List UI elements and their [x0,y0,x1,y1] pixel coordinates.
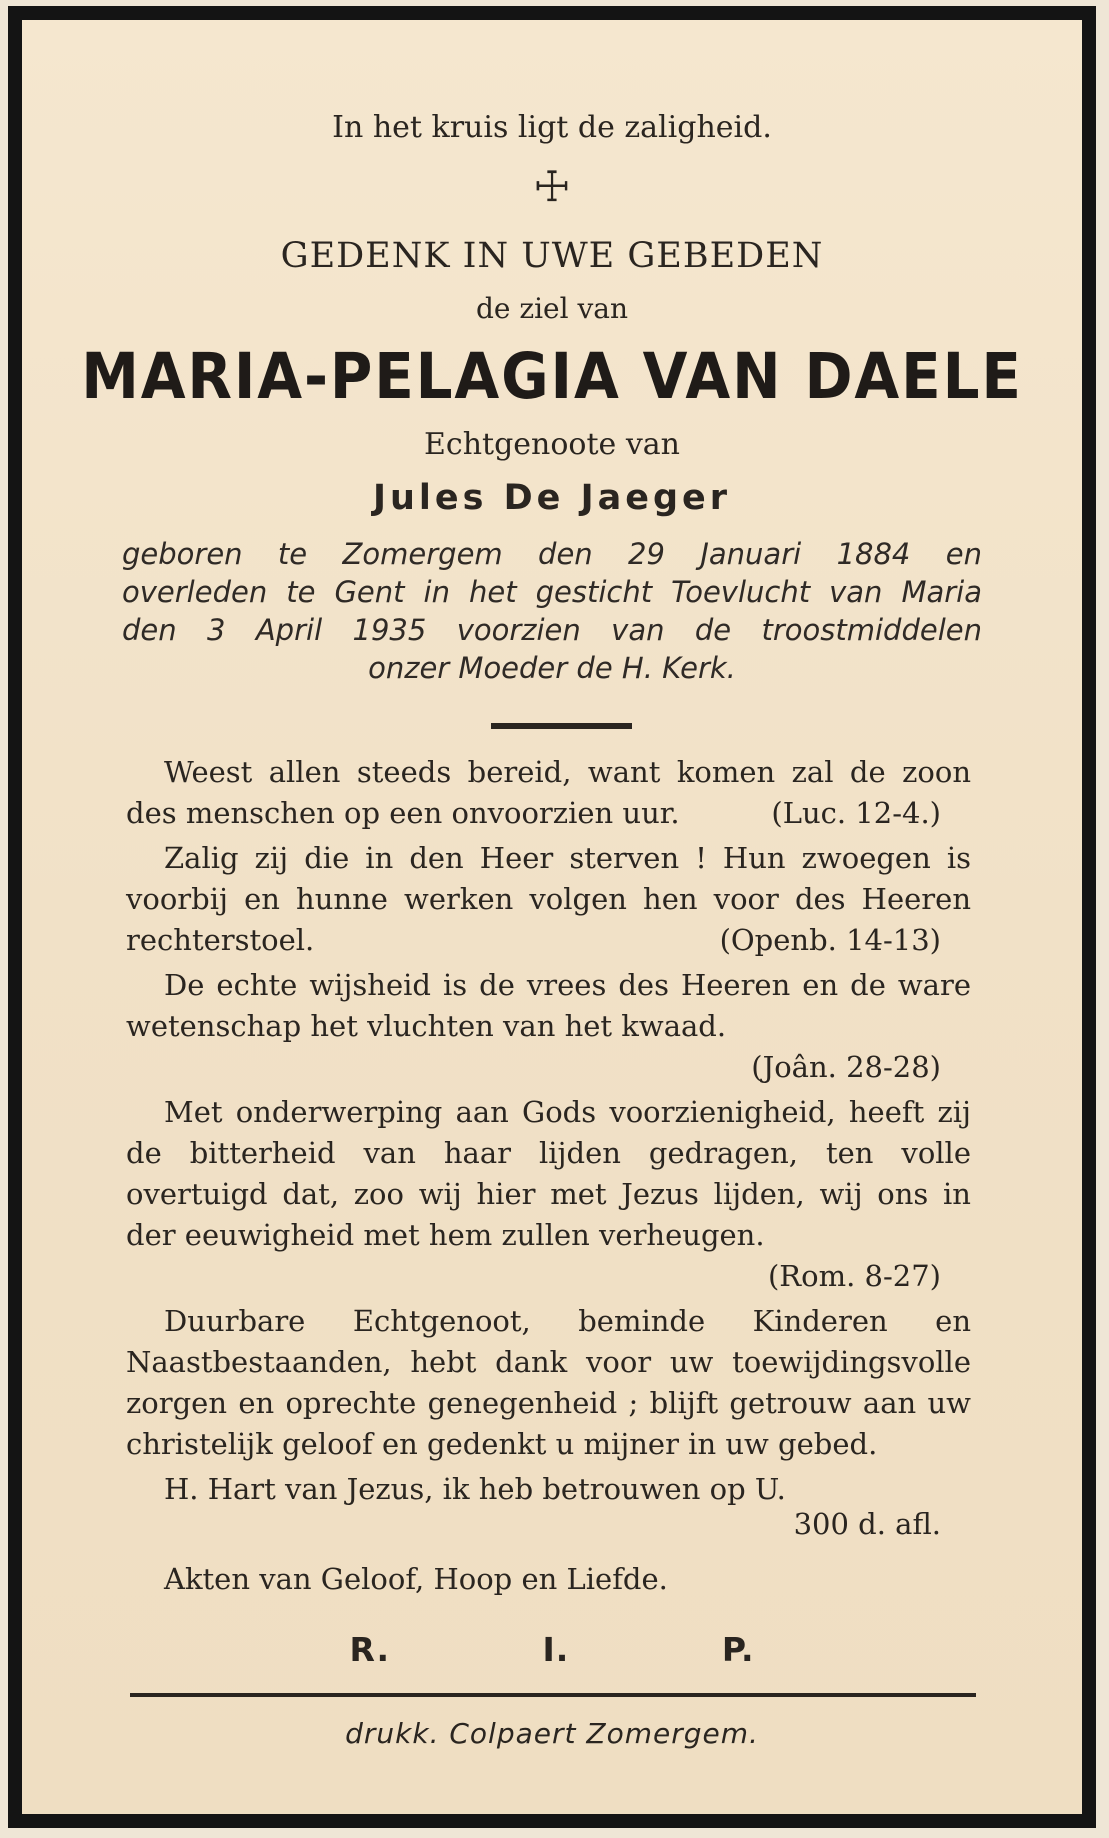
rip-letter: R. [349,1630,391,1669]
verse-reference: (Rom. 8-27) [767,1259,941,1293]
bio-line: onzer Moeder de H. Kerk. [368,651,736,685]
verse-text: Akten van Geloof, Hoop en Liefde. [164,1562,668,1596]
bio-line: geboren te Zomergem den 29 Januari 1884 en [122,537,982,571]
verse-paragraph [126,1301,971,1465]
verse-reference: 300 d. afl. [793,1507,941,1541]
verse-text: Duurbare Echtgenoot, beminde Kinderen en Naastbestaanden, hebt dank voor uw toewijdingsvolle zorgen en oprechte genegenheid ; blijft getrouw aan uw christelijk geloof en gedenkt u mijner in uw gebed. [126,1304,971,1461]
bio-line: overleden te Gent in het gesticht Toevlucht van Maria [122,575,982,609]
biography [122,535,982,687]
spouse-label: Echtgenoote van [424,427,680,462]
divider [491,723,632,729]
verse-paragraph [126,1092,971,1297]
verse-reference: (Luc. 12-4.) [771,796,941,830]
verse-text: Weest allen steeds bereid, want komen zal de zoon des menschen op een onvoorzien uur. [126,755,971,830]
rip-letter: P. [721,1630,755,1669]
deceased-name: MARIA-PELAGIA VAN DAELE [81,340,1023,413]
cross-icon: ☩ [533,162,571,211]
soul-of-label: de ziel van [475,292,629,325]
verse-text: Met onderwerping aan Gods voorzienigheid, heeft zij de bitterheid van haar lijden gedragen, ten volle overtuigd dat, zoo wij hier met Jezus lijden, wij ons in der eeuwigheid met hem zullen verheugen. [126,1095,971,1252]
verse-text: De echte wijsheid is de vrees des Heeren en de ware wetenschap het vluchten van het kwaad. [126,968,971,1043]
verse-reference: (Joân. 28-28) [751,1050,941,1084]
card-paper [22,20,1082,1814]
printer-imprint: drukk. Colpaert Zomergem. [345,1717,759,1750]
motto: In het kruis ligt de zaligheid. [332,110,772,145]
verse-paragraph [126,965,971,1088]
bio-line: den 3 April 1935 voorzien van de troostmiddelen [122,613,982,647]
memorial-card [8,6,1096,1828]
verse-paragraph [126,752,971,834]
verses [126,752,971,1600]
spouse-name: Jules De Jaeger [372,478,732,518]
bottom-rule [130,1693,976,1697]
verse-paragraph [126,838,971,961]
verse-paragraph [126,1559,971,1600]
rip-letter: I. [542,1630,570,1669]
remember-heading: GEDENK IN UWE GEBEDEN [280,236,824,276]
verse-reference: (Openb. 14-13) [719,923,941,957]
rip [22,1630,1082,1669]
verse-text: Zalig zij die in den Heer sterven ! Hun zwoegen is voorbij en hunne werken volgen hen voor des Heeren rechterstoel. [126,841,971,957]
verse-paragraph [126,1469,971,1545]
verse-text: H. Hart van Jezus, ik heb betrouwen op U. [164,1472,786,1506]
